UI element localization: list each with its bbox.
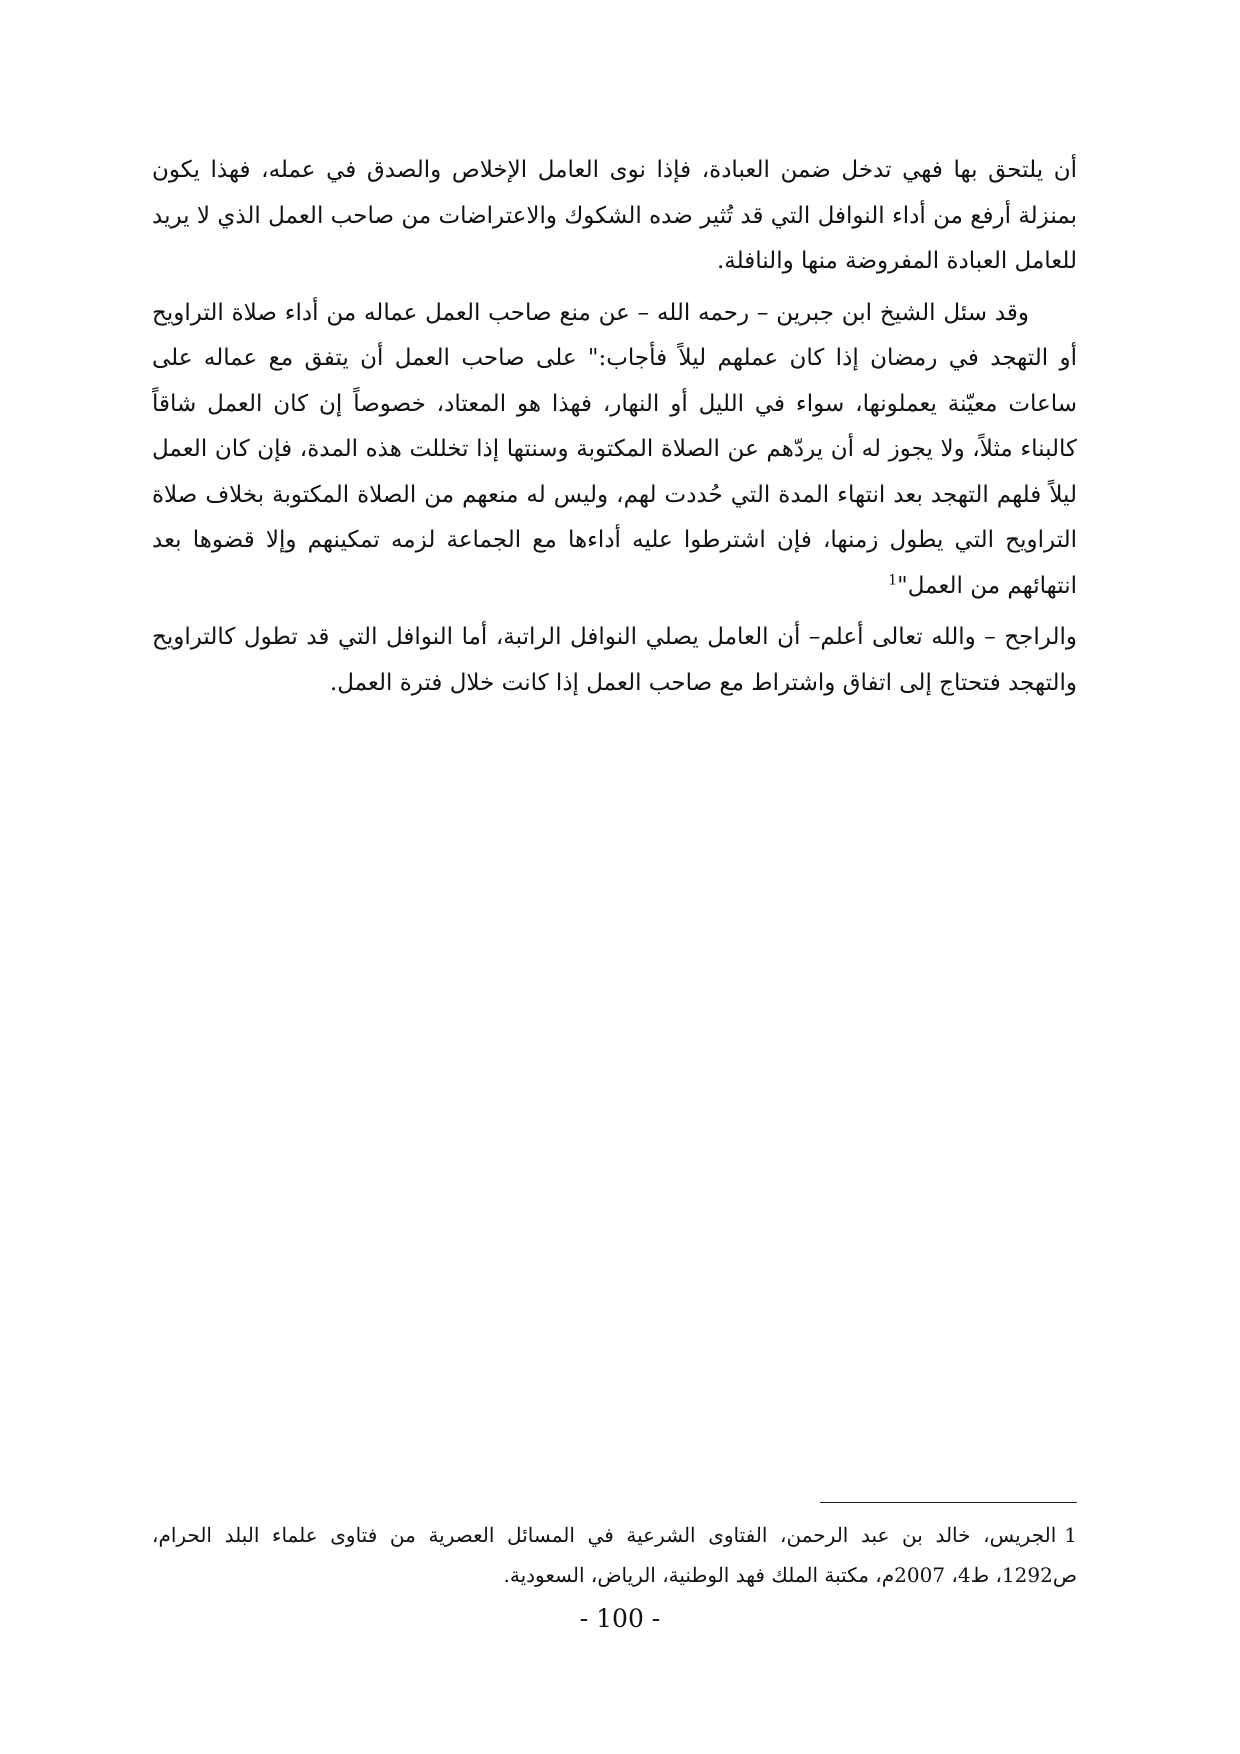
footnote-item xyxy=(152,1515,1077,1595)
paragraph-3: والراجح – والله تعالى أعلم– أن العامل يصلي النوافل الراتبة، أما النوافل التي قد تطول كالتراويح والتهجد فتحتاج إلى اتفاق واشتراط مع صاحب العمل إذا كانت خلال فترة العمل. xyxy=(152,624,1077,696)
paragraph-1: أن يلتحق بها فهي تدخل ضمن العبادة، فإذا نوى العامل الإخلاص والصدق في عمله، فهذا يكون بمنزلة أرفع من أداء النوافل التي قد تُثير ضده الشكوك والاعتراضات من صاحب العمل الذي لا يريد للعامل العبادة المفروضة منها والنافلة. xyxy=(152,157,1077,274)
footnote-reference[interactable]: 1 xyxy=(888,571,898,588)
footnote-separator xyxy=(820,1502,1077,1503)
page-number: - 100 - xyxy=(579,1604,661,1633)
paragraph-2 xyxy=(152,291,1077,610)
footnote-number: 1 xyxy=(1064,1523,1077,1547)
footnote-text: الجريس، خالد بن عبد الرحمن، الفتاوى الشرعية في المسائل العصرية من فتاوى علماء البلد الحرام، ص1292، ط4، 2007م، مكتبة الملك فهد الوطنية، الرياض، السعودية. xyxy=(152,1523,1077,1587)
body-text xyxy=(152,148,1077,712)
footnotes xyxy=(152,1515,1077,1595)
paragraph-2-text: وقد سئل الشيخ ابن جبرين – رحمه الله – عن منع صاحب العمل عماله من أداء صلاة التراويح أو التهجد في رمضان إذا كان عملهم ليلاً فأجاب:" على صاحب العمل أن يتفق مع عماله على ساعات معيّنة يعملونها، سواء في الليل أو النهار، فهذا هو المعتاد، خصوصاً إن كان العمل شاقاً كالبناء مثلاً، ولا يجوز له أن يردّهم عن الصلاة المكتوبة وسنتها إذا تخللت هذه المدة، فإن كان العمل ليلاً فلهم التهجد بعد انتهاء المدة التي حُددت لهم، وليس له منعهم من الصلاة المكتوبة بخلاف صلاة التراويح التي يطول زمنها، فإن اشترطوا عليه أداءها مع الجماعة لزمه تمكينهم وإلا قضوها بعد انتهائهم من العمل" xyxy=(152,299,1077,599)
